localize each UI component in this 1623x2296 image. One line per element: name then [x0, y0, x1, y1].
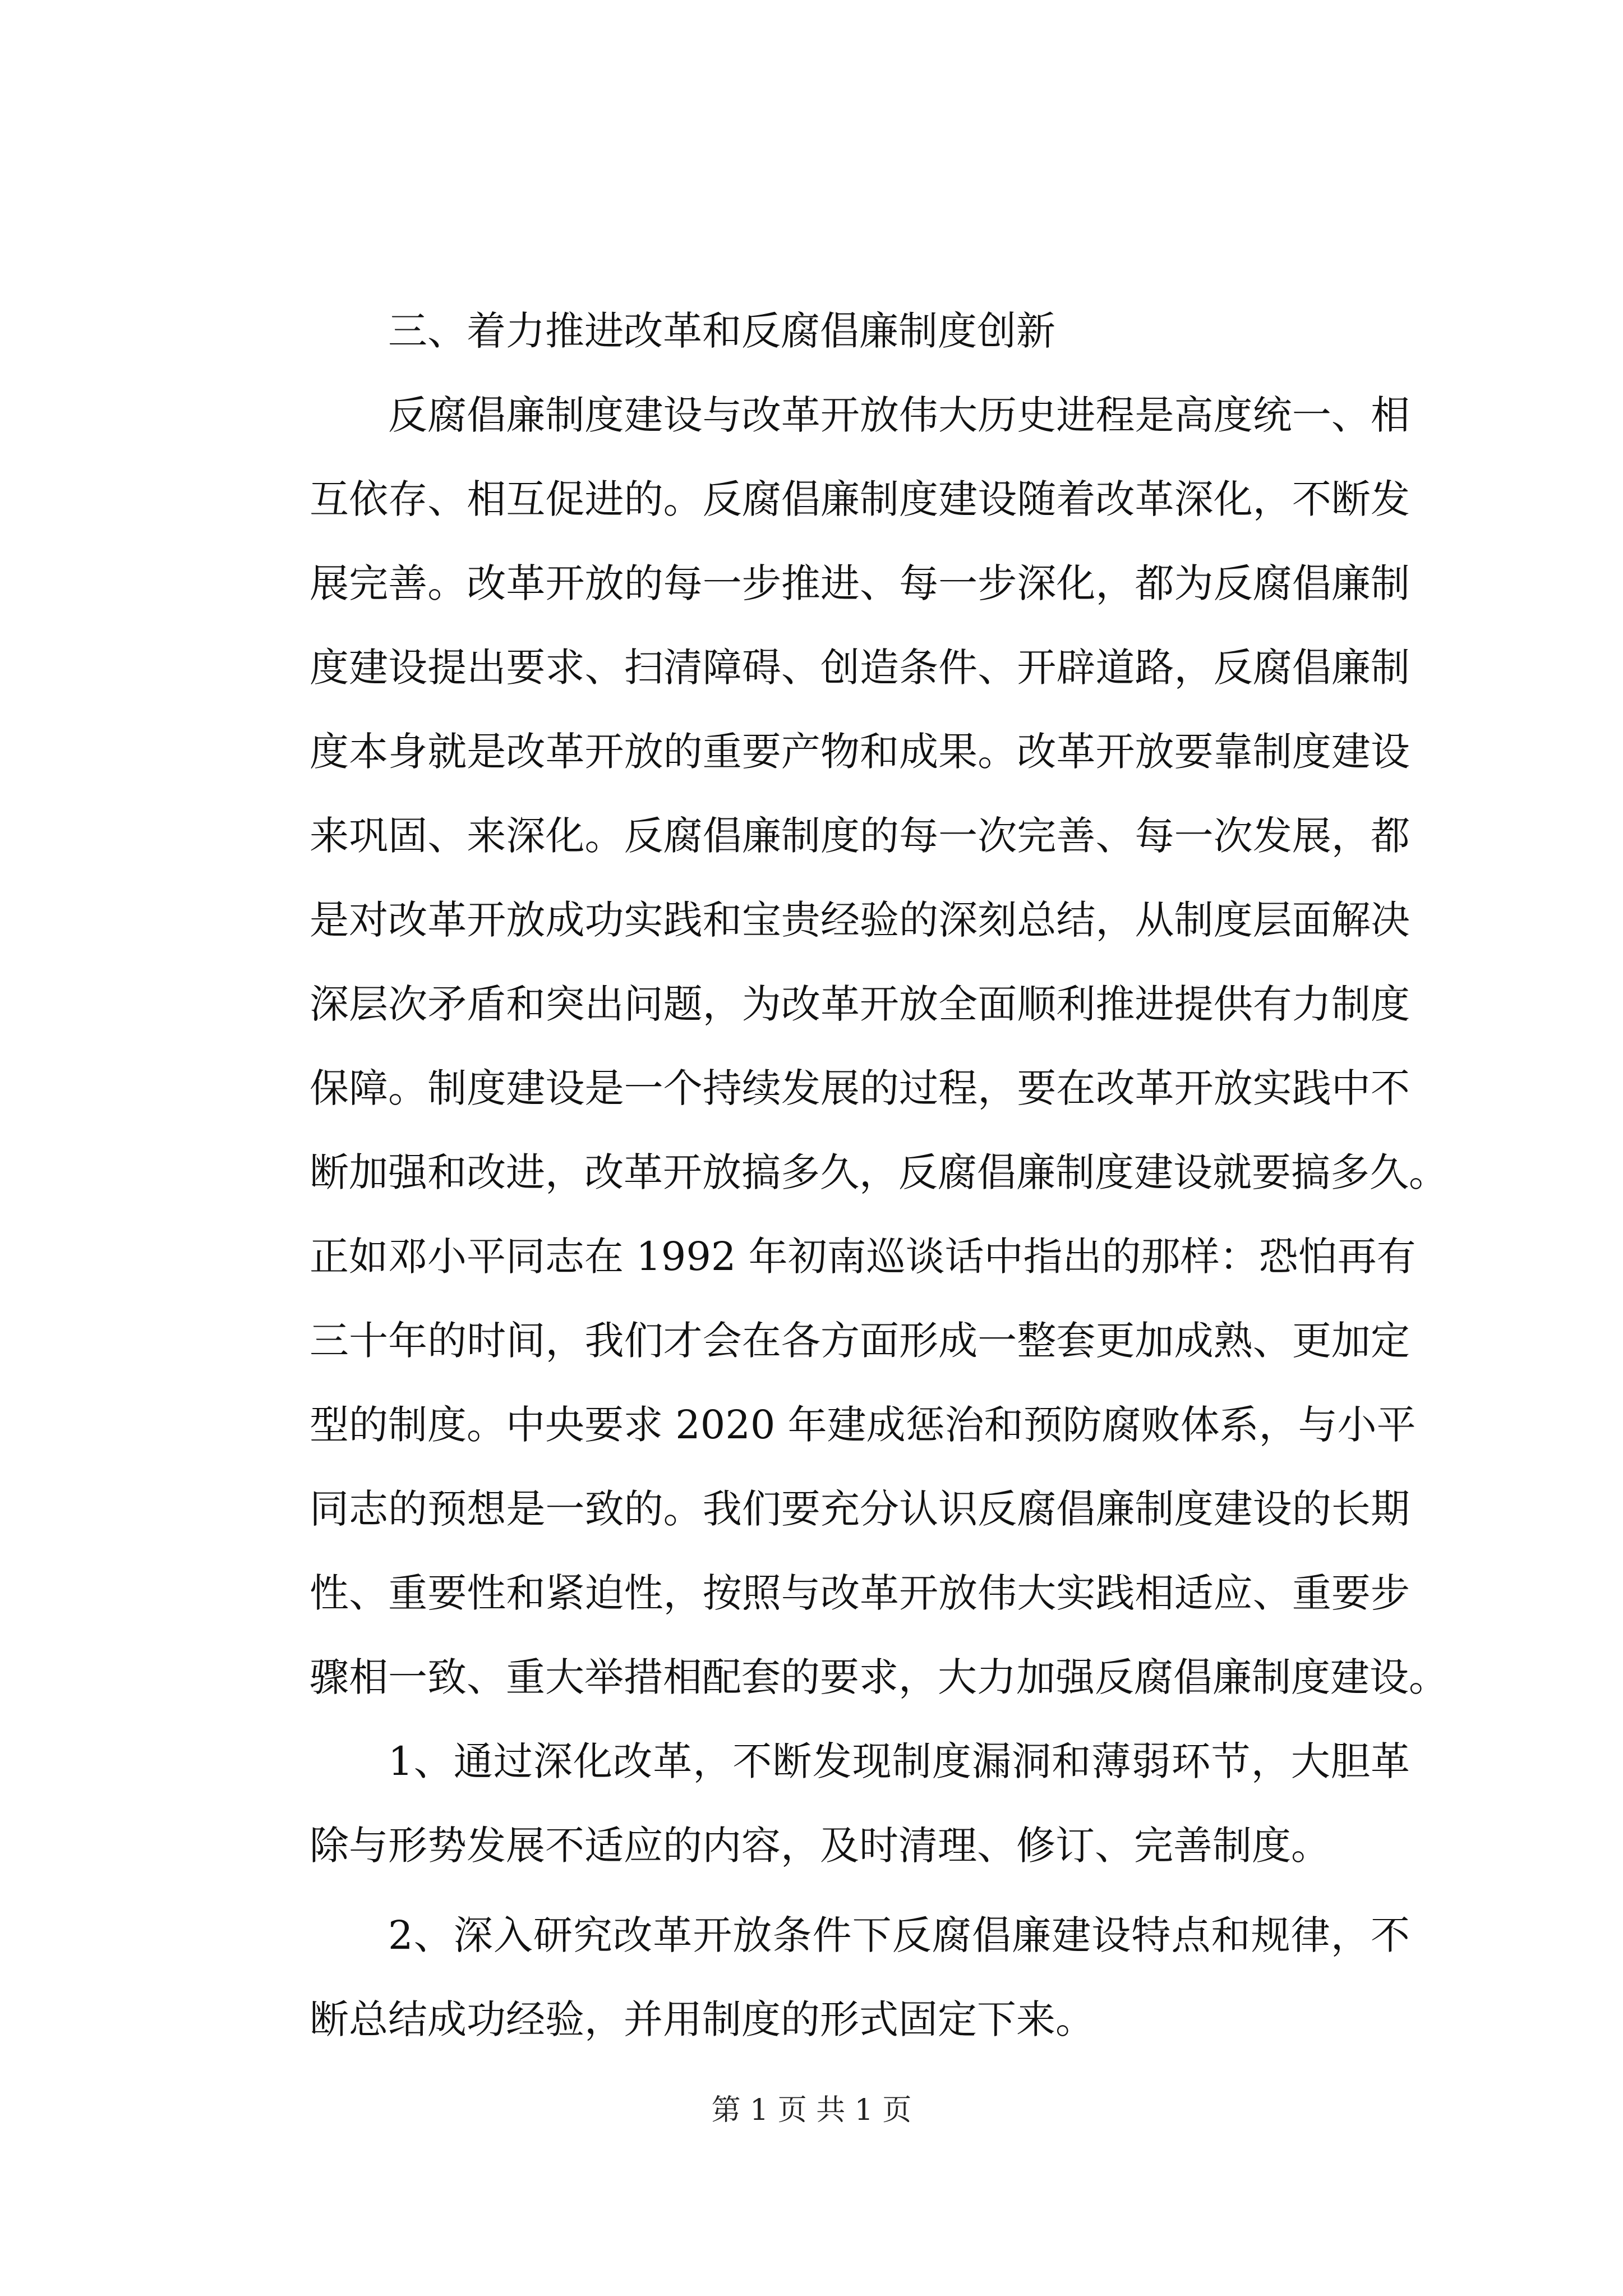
section-heading: 三、着力推进改革和反腐倡廉制度创新: [388, 308, 1055, 354]
list-item-line: 除与形势发展不适应的内容，及时清理、修订、完善制度。: [310, 1823, 1330, 1869]
paragraph-line: 反腐倡廉制度建设与改革开放伟大历史进程是高度统一、相: [388, 392, 1410, 438]
paragraph-line: 断加强和改进，改革开放搞多久，反腐倡廉制度建设就要搞多久。: [310, 1149, 1448, 1195]
paragraph-line: 性、重要性和紧迫性，按照与改革开放伟大实践相适应、重要步: [310, 1570, 1410, 1616]
list-item-line: 1、通过深化改革，不断发现制度漏洞和薄弱环节，大胆革: [388, 1738, 1410, 1784]
page-number-footer: 第 1 页 共 1 页: [711, 2093, 912, 2127]
paragraph-line: 展完善。改革开放的每一步推进、每一步深化，都为反腐倡廉制: [310, 560, 1410, 606]
paragraph-line: 同志的预想是一致的。我们要充分认识反腐倡廉制度建设的长期: [310, 1486, 1410, 1532]
paragraph-line: 保障。制度建设是一个持续发展的过程，要在改革开放实践中不: [310, 1065, 1410, 1111]
list-item-line: 2、深入研究改革开放条件下反腐倡廉建设特点和规律，不: [388, 1912, 1410, 1958]
paragraph-line: 是对改革开放成功实践和宝贵经验的深刻总结，从制度层面解决: [310, 897, 1410, 943]
paragraph-line: 深层次矛盾和突出问题，为改革开放全面顺利推进提供有力制度: [310, 981, 1410, 1027]
paragraph-line: 型的制度。中央要求 2020 年建成惩治和预防腐败体系，与小平: [310, 1402, 1416, 1448]
paragraph-line: 度建设提出要求、扫清障碍、创造条件、开辟道路，反腐倡廉制: [310, 645, 1410, 691]
paragraph-line: 正如邓小平同志在 1992 年初南巡谈话中指出的那样：恐怕再有: [310, 1234, 1416, 1280]
paragraph-line: 三十年的时间，我们才会在各方面形成一整套更加成熟、更加定: [310, 1318, 1410, 1364]
paragraph-line: 互依存、相互促进的。反腐倡廉制度建设随着改革深化，不断发: [310, 476, 1410, 522]
list-item-line: 断总结成功经验，并用制度的形式固定下来。: [310, 1996, 1095, 2042]
paragraph-line: 度本身就是改革开放的重要产物和成果。改革开放要靠制度建设: [310, 729, 1410, 775]
paragraph-line: 来巩固、来深化。反腐倡廉制度的每一次完善、每一次发展，都: [310, 813, 1410, 859]
paragraph-line: 骤相一致、重大举措相配套的要求，大力加强反腐倡廉制度建设。: [310, 1654, 1448, 1700]
